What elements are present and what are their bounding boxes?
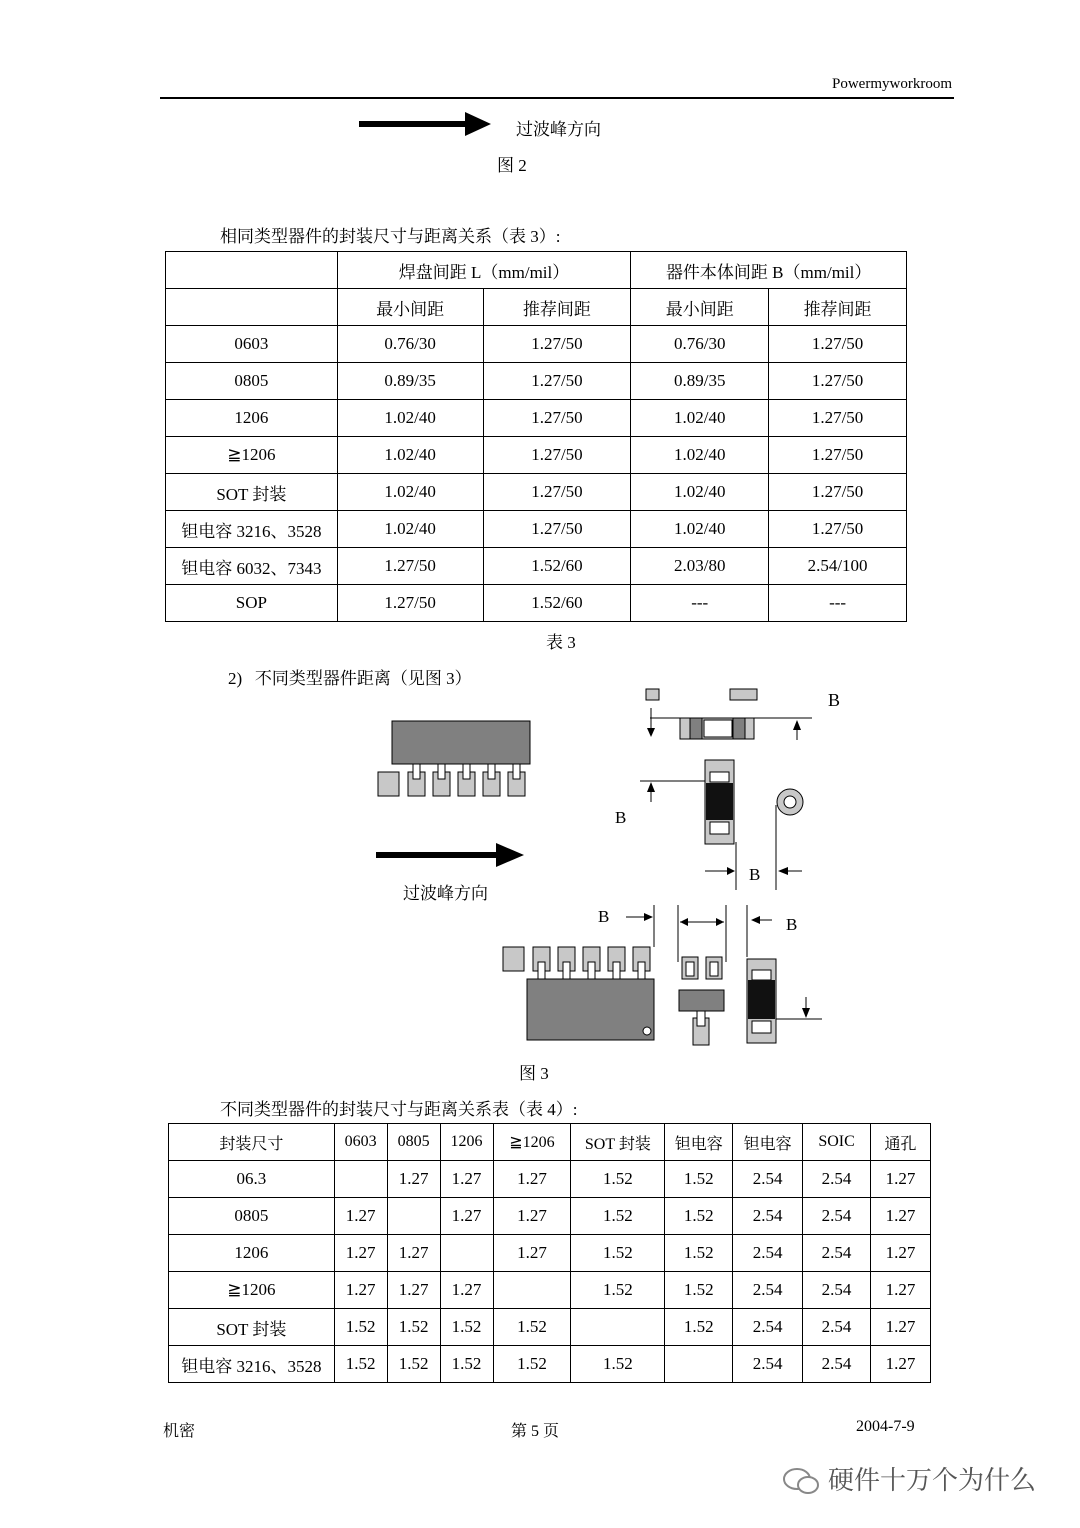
table3-row-label: SOP bbox=[166, 585, 338, 622]
table3-row-label: 钽电容 3216、3528 bbox=[166, 511, 338, 548]
table4-cell: 1.27 bbox=[871, 1309, 931, 1346]
table4-cell: 1.52 bbox=[665, 1309, 733, 1346]
table3-cell: 1.02/40 bbox=[337, 511, 483, 548]
table4-header-cell: SOT 封装 bbox=[571, 1124, 665, 1161]
table3-cell: 1.02/40 bbox=[631, 400, 769, 437]
table4-row-label: 钽电容 3216、3528 bbox=[169, 1346, 335, 1383]
table4-cell: 1.52 bbox=[334, 1309, 387, 1346]
fig3-arrow-label: 过波峰方向 bbox=[403, 884, 488, 903]
table3-subheader: 最小间距 bbox=[631, 289, 769, 326]
b-label: B bbox=[828, 690, 841, 710]
table4-cell: 2.54 bbox=[733, 1272, 803, 1309]
b-label: B bbox=[615, 808, 627, 827]
footer-date: 2004-7-9 bbox=[856, 1418, 915, 1435]
table4-cell: 1.27 bbox=[493, 1235, 571, 1272]
table4-cell: 1.52 bbox=[334, 1346, 387, 1383]
table3-row-label: 0805 bbox=[166, 363, 338, 400]
vertical-tantalum-top bbox=[640, 760, 736, 890]
table3-cell: 1.02/40 bbox=[631, 474, 769, 511]
table4-cell: 2.54 bbox=[803, 1309, 871, 1346]
table4-cell: 1.27 bbox=[493, 1198, 571, 1235]
table3-subheader: 最小间距 bbox=[337, 289, 483, 326]
table4-cell: 1.27 bbox=[334, 1198, 387, 1235]
table4-cell: 1.27 bbox=[334, 1235, 387, 1272]
table4 bbox=[168, 1123, 931, 1383]
table3-cell: --- bbox=[631, 585, 769, 622]
table4-cell: 1.27 bbox=[871, 1161, 931, 1198]
table3-cell: 1.27/50 bbox=[769, 437, 907, 474]
through-hole bbox=[776, 789, 803, 890]
table4-cell: 1.27 bbox=[871, 1346, 931, 1383]
table3-cell: 1.27/50 bbox=[769, 400, 907, 437]
table4-cell: 1.52 bbox=[387, 1309, 440, 1346]
table4-cell bbox=[571, 1309, 665, 1346]
table4-header-cell: 0805 bbox=[387, 1124, 440, 1161]
table3-cell: 0.76/30 bbox=[337, 326, 483, 363]
table4-cell: 1.27 bbox=[871, 1272, 931, 1309]
table3-cell: 1.27/50 bbox=[769, 474, 907, 511]
table3-cell: 0.89/35 bbox=[337, 363, 483, 400]
table3-cell: 2.54/100 bbox=[769, 548, 907, 585]
table3-cell: 1.02/40 bbox=[631, 437, 769, 474]
watermark-text: 硬件十万个为什么 bbox=[828, 1466, 1037, 1496]
table4-cell: 1.27 bbox=[387, 1272, 440, 1309]
table4-cell: 2.54 bbox=[803, 1346, 871, 1383]
table3-subheader: 推荐间距 bbox=[769, 289, 907, 326]
section2-heading: 2) 不同类型器件距离（见图 3） bbox=[228, 669, 472, 688]
table3-cell: 1.27/50 bbox=[483, 474, 631, 511]
table4-cell bbox=[665, 1346, 733, 1383]
table4-cell: 2.54 bbox=[803, 1198, 871, 1235]
table4-cell: 1.52 bbox=[665, 1272, 733, 1309]
table4-cell: 2.54 bbox=[803, 1272, 871, 1309]
table4-cell: 1.52 bbox=[387, 1346, 440, 1383]
table3-cell: 1.27/50 bbox=[483, 363, 631, 400]
table4-row-label: 0805 bbox=[169, 1198, 335, 1235]
table3-group-pad-spacing: 焊盘间距 L（mm/mil） bbox=[337, 252, 631, 289]
table-row bbox=[169, 1161, 931, 1198]
table3-cell: 1.02/40 bbox=[337, 400, 483, 437]
table3-cell: 0.76/30 bbox=[631, 326, 769, 363]
table4-cell: 1.52 bbox=[440, 1346, 493, 1383]
table4-header-cell: 0603 bbox=[334, 1124, 387, 1161]
soic-bottom bbox=[503, 905, 654, 1040]
table3-cell: --- bbox=[769, 585, 907, 622]
table-row bbox=[169, 1346, 931, 1383]
table4-cell: 1.27 bbox=[387, 1161, 440, 1198]
table4-cell: 1.27 bbox=[440, 1198, 493, 1235]
b-label: B bbox=[598, 907, 610, 926]
table4-cell bbox=[440, 1235, 493, 1272]
table4-row-label: SOT 封装 bbox=[169, 1309, 335, 1346]
table4-cell: 2.54 bbox=[733, 1161, 803, 1198]
table4-cell: 1.27 bbox=[440, 1272, 493, 1309]
table3-cell: 1.02/40 bbox=[631, 511, 769, 548]
table4-cell: 1.52 bbox=[440, 1309, 493, 1346]
table4-cell: 1.27 bbox=[871, 1235, 931, 1272]
table3-cell: 2.03/80 bbox=[631, 548, 769, 585]
footer-confidential: 机密 bbox=[163, 1423, 196, 1440]
table3-cell: 1.52/60 bbox=[483, 548, 631, 585]
table4-cell: 1.27 bbox=[493, 1161, 571, 1198]
table4-row-label: 1206 bbox=[169, 1235, 335, 1272]
wechat-icon bbox=[782, 1466, 822, 1496]
table-row bbox=[169, 1198, 931, 1235]
table3-cell: 1.02/40 bbox=[337, 437, 483, 474]
b-label: B bbox=[749, 865, 761, 884]
table3-cell: 1.27/50 bbox=[483, 326, 631, 363]
table4-header-cell: 通孔 bbox=[871, 1124, 931, 1161]
fig2-caption: 图 2 bbox=[497, 156, 527, 175]
table3-row-label: ≧1206 bbox=[166, 437, 338, 474]
table3-caption: 表 3 bbox=[546, 633, 576, 652]
vertical-tantalum-bottom bbox=[747, 905, 822, 1043]
table3-title: 相同类型器件的封装尺寸与距离关系（表 3）: bbox=[220, 227, 561, 246]
table3-cell: 1.27/50 bbox=[769, 363, 907, 400]
table4-cell: 1.52 bbox=[493, 1309, 571, 1346]
table4-header-cell: 1206 bbox=[440, 1124, 493, 1161]
table4-cell: 1.52 bbox=[571, 1161, 665, 1198]
table4-row-label: 06.3 bbox=[169, 1161, 335, 1198]
table3-group-body-spacing: 器件本体间距 B（mm/mil） bbox=[631, 252, 907, 289]
soic-top-left bbox=[378, 721, 530, 796]
table4-title: 不同类型器件的封装尺寸与距离关系表（表 4）: bbox=[220, 1100, 578, 1119]
table4-cell: 1.52 bbox=[571, 1235, 665, 1272]
table-row bbox=[169, 1235, 931, 1272]
table-row bbox=[169, 1309, 931, 1346]
table4-header-cell: 钽电容 bbox=[665, 1124, 733, 1161]
table4-cell: 1.27 bbox=[387, 1235, 440, 1272]
table4-cell: 1.52 bbox=[571, 1198, 665, 1235]
fig3-caption: 图 3 bbox=[519, 1064, 549, 1083]
table4-cell: 1.52 bbox=[665, 1235, 733, 1272]
table4-cell: 2.54 bbox=[733, 1198, 803, 1235]
table4-cell: 2.54 bbox=[733, 1309, 803, 1346]
table4-cell: 2.54 bbox=[733, 1235, 803, 1272]
table4-cell bbox=[387, 1198, 440, 1235]
wave-direction-arrow-fig3 bbox=[376, 843, 524, 867]
table3-cell: 1.27/50 bbox=[483, 511, 631, 548]
table3-cell: 1.27/50 bbox=[483, 400, 631, 437]
table3-cell: 1.02/40 bbox=[337, 474, 483, 511]
table3-cell: 1.27/50 bbox=[483, 437, 631, 474]
header-brand: Powermyworkroom bbox=[832, 76, 952, 92]
table4-cell bbox=[493, 1272, 571, 1309]
table4-header-cell: SOIC bbox=[803, 1124, 871, 1161]
table4-row-label: ≧1206 bbox=[169, 1272, 335, 1309]
table3-row-label: 钽电容 6032、7343 bbox=[166, 548, 338, 585]
table4-cell: 1.52 bbox=[571, 1272, 665, 1309]
table4-cell: 1.52 bbox=[493, 1346, 571, 1383]
table4-cell: 1.52 bbox=[665, 1161, 733, 1198]
table3-cell: 1.52/60 bbox=[483, 585, 631, 622]
table4-cell: 2.54 bbox=[803, 1235, 871, 1272]
table4-cell: 1.52 bbox=[571, 1346, 665, 1383]
sot-package bbox=[678, 905, 726, 1045]
table3-cell: 1.27/50 bbox=[337, 548, 483, 585]
horizontal-chip-top bbox=[646, 689, 812, 740]
table4-header-cell: ≧1206 bbox=[493, 1124, 571, 1161]
fig2-arrow-label: 过波峰方向 bbox=[516, 120, 601, 139]
table3-cell: 1.27/50 bbox=[337, 585, 483, 622]
table4-cell: 1.27 bbox=[334, 1272, 387, 1309]
table4-header-cell: 封装尺寸 bbox=[169, 1124, 335, 1161]
table4-cell: 2.54 bbox=[733, 1346, 803, 1383]
table3-cell: 0.89/35 bbox=[631, 363, 769, 400]
footer-page-number: 第 5 页 bbox=[511, 1423, 560, 1440]
table4-cell: 2.54 bbox=[803, 1161, 871, 1198]
table-row bbox=[169, 1272, 931, 1309]
table4-header-cell: 钽电容 bbox=[733, 1124, 803, 1161]
b-label: B bbox=[786, 915, 798, 934]
table3-row-label: 1206 bbox=[166, 400, 338, 437]
table3-cell: 1.27/50 bbox=[769, 326, 907, 363]
table3-row-label: 0603 bbox=[166, 326, 338, 363]
table4-cell: 1.52 bbox=[665, 1198, 733, 1235]
table4-cell bbox=[334, 1161, 387, 1198]
table4-cell: 1.27 bbox=[871, 1198, 931, 1235]
table3-row-label: SOT 封装 bbox=[166, 474, 338, 511]
table4-cell: 1.27 bbox=[440, 1161, 493, 1198]
table3-subheader: 推荐间距 bbox=[483, 289, 631, 326]
table3-cell: 1.27/50 bbox=[769, 511, 907, 548]
